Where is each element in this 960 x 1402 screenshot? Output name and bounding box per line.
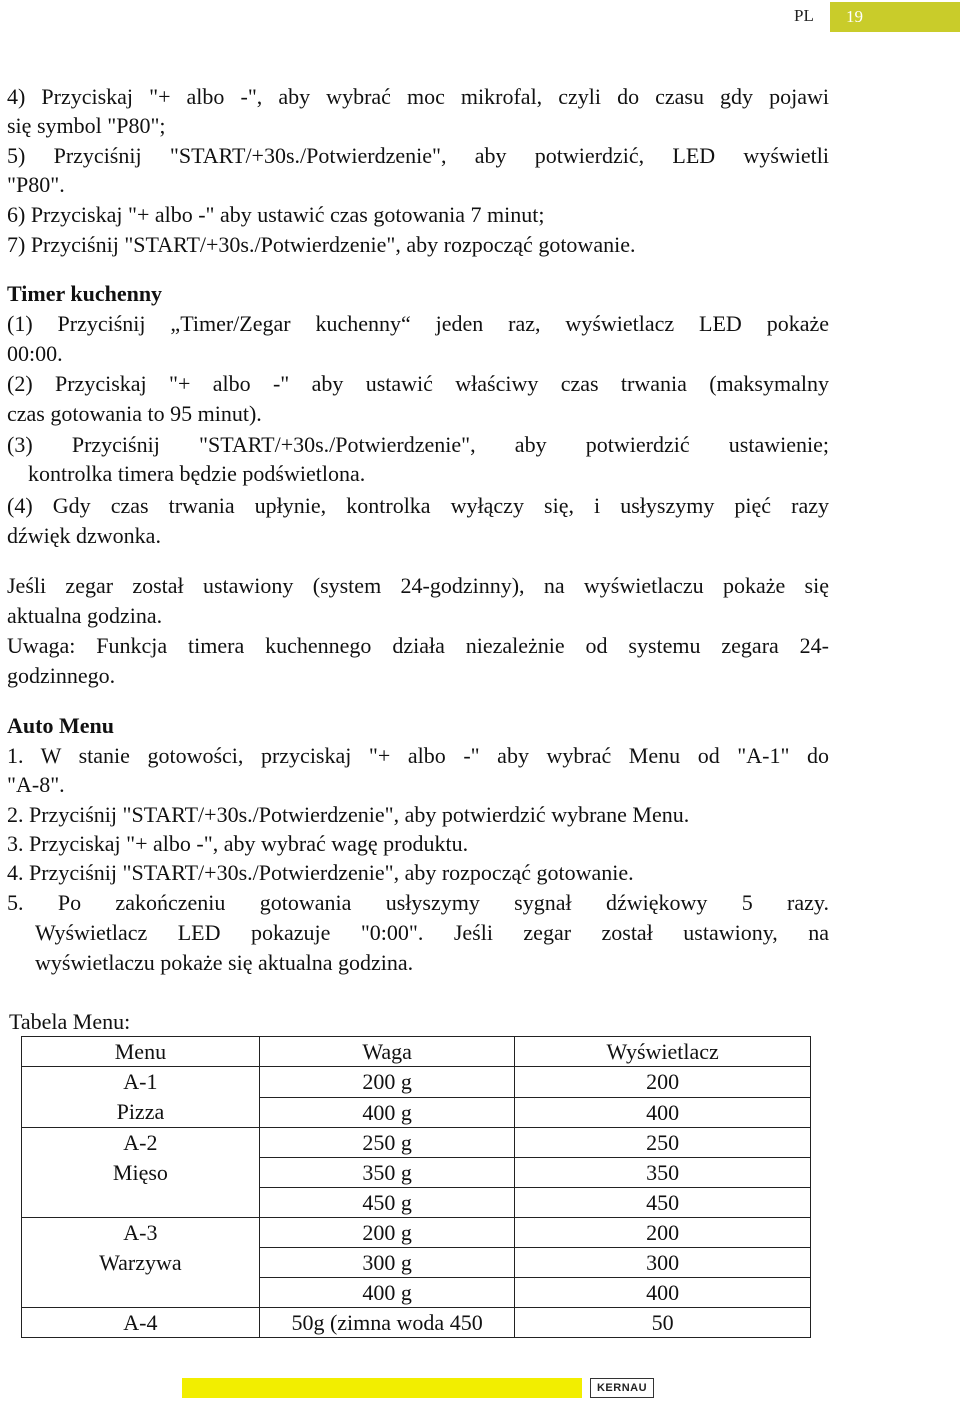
display-cell: 400 [515, 1278, 811, 1308]
menu-code: A-2 [123, 1130, 158, 1155]
header-menu: Menu [22, 1037, 260, 1067]
weight-cell: 50g (zimna woda 450 [259, 1308, 515, 1338]
text-line: godzinnego. [7, 663, 116, 688]
display-cell: 300 [515, 1248, 811, 1278]
display-cell: 450 [515, 1188, 811, 1218]
display-cell: 200 [515, 1067, 811, 1098]
table-header-row [22, 1037, 811, 1067]
menu-code: A-1 [123, 1069, 158, 1094]
weight-cell: 250 g [259, 1128, 515, 1158]
display-cell: 250 [515, 1128, 811, 1158]
weight-cell: 300 g [259, 1248, 515, 1278]
text-line: 5. Po zakończeniu gotowania usłyszymy sygnał dźwiękowy 5 razy. [7, 890, 829, 915]
text-line: 00:00. [7, 341, 63, 366]
text-line: czas gotowania to 95 minut). [7, 401, 262, 426]
text-line: "A-8". [7, 772, 65, 797]
menu-name: Mięso [112, 1160, 168, 1185]
page-number: 19 [846, 7, 863, 26]
menu-cell [22, 1128, 260, 1218]
text-line: (4) Gdy czas trwania upłynie, kontrolka wyłączy się, i usłyszymy pięć razy [7, 493, 829, 518]
text-line: dźwięk dzwonka. [7, 523, 161, 548]
table-row [22, 1308, 811, 1338]
header-weight: Waga [259, 1037, 515, 1067]
menu-code: A-4 [22, 1308, 260, 1338]
text-line: 3. Przyciskaj "+ albo -", aby wybrać wagę produktu. [7, 831, 469, 856]
text-line: 6) Przyciskaj "+ albo -" aby ustawić czas gotowania 7 minut; [7, 202, 545, 227]
text-line: 5) Przyciśnij "START/+30s./Potwierdzenie", aby potwierdzić, LED wyświetli [7, 143, 829, 168]
menu-cell [22, 1067, 260, 1128]
section-heading: Timer kuchenny [7, 281, 163, 306]
text-line: kontrolka timera będzie podświetlona. [28, 461, 366, 486]
weight-cell: 400 g [259, 1097, 515, 1128]
text-line: Jeśli zegar został ustawiony (system 24-godzinny), na wyświetlaczu pokaże się [7, 573, 829, 598]
text-line: Wyświetlacz LED pokazuje "0:00". Jeśli zegar został ustawiony, na [35, 920, 829, 945]
menu-code: A-3 [123, 1220, 158, 1245]
weight-cell: 450 g [259, 1188, 515, 1218]
text-line: 4. Przyciśnij "START/+30s./Potwierdzenie", aby rozpocząć gotowanie. [7, 860, 634, 885]
footer-bar [182, 1378, 582, 1398]
header-display: Wyświetlacz [515, 1037, 811, 1067]
table-row [22, 1218, 811, 1248]
text-line: 1. W stanie gotowości, przyciskaj "+ albo -" aby wybrać Menu od "A-1" do [7, 743, 829, 768]
display-cell: 50 [515, 1308, 811, 1338]
weight-cell: 200 g [259, 1067, 515, 1098]
text-line: (1) Przyciśnij „Timer/Zegar kuchenny“ jeden raz, wyświetlacz LED pokaże [7, 311, 829, 336]
text-line: (3) Przyciśnij "START/+30s./Potwierdzenie", aby potwierdzić ustawienie; [7, 432, 829, 457]
section-heading: Auto Menu [7, 713, 114, 738]
menu-name: Warzywa [99, 1250, 182, 1275]
menu-table [21, 1036, 811, 1338]
display-cell: 200 [515, 1218, 811, 1248]
text-line: (2) Przyciskaj "+ albo -" aby ustawić właściwy czas trwania (maksymalny [7, 371, 829, 396]
text-line: "P80". [7, 172, 65, 197]
text-line: 7) Przyciśnij "START/+30s./Potwierdzenie", aby rozpocząć gotowanie. [7, 232, 636, 257]
text-line: 4) Przyciskaj "+ albo -", aby wybrać moc mikrofal, czyli do czasu gdy pojawi [7, 84, 829, 109]
weight-cell: 400 g [259, 1278, 515, 1308]
text-line: 2. Przyciśnij "START/+30s./Potwierdzenie", aby potwierdzić wybrane Menu. [7, 802, 690, 827]
text-line: aktualna godzina. [7, 603, 163, 628]
menu-cell [22, 1218, 260, 1308]
text-line: Uwaga: Funkcja timera kuchennego działa niezależnie od systemu zegara 24- [7, 633, 829, 658]
weight-cell: 200 g [259, 1218, 515, 1248]
weight-cell: 350 g [259, 1158, 515, 1188]
page-number-box [830, 2, 960, 32]
brand-logo: KERNAU [590, 1378, 654, 1398]
table-row [22, 1067, 811, 1098]
language-label: PL [794, 6, 814, 25]
text-line: wyświetlaczu pokaże się aktualna godzina. [35, 950, 414, 975]
table-row [22, 1128, 811, 1158]
table-caption: Tabela Menu: [9, 1009, 131, 1034]
menu-name: Pizza [116, 1099, 165, 1124]
text-line: się symbol "P80"; [7, 113, 166, 138]
display-cell: 400 [515, 1097, 811, 1128]
display-cell: 350 [515, 1158, 811, 1188]
